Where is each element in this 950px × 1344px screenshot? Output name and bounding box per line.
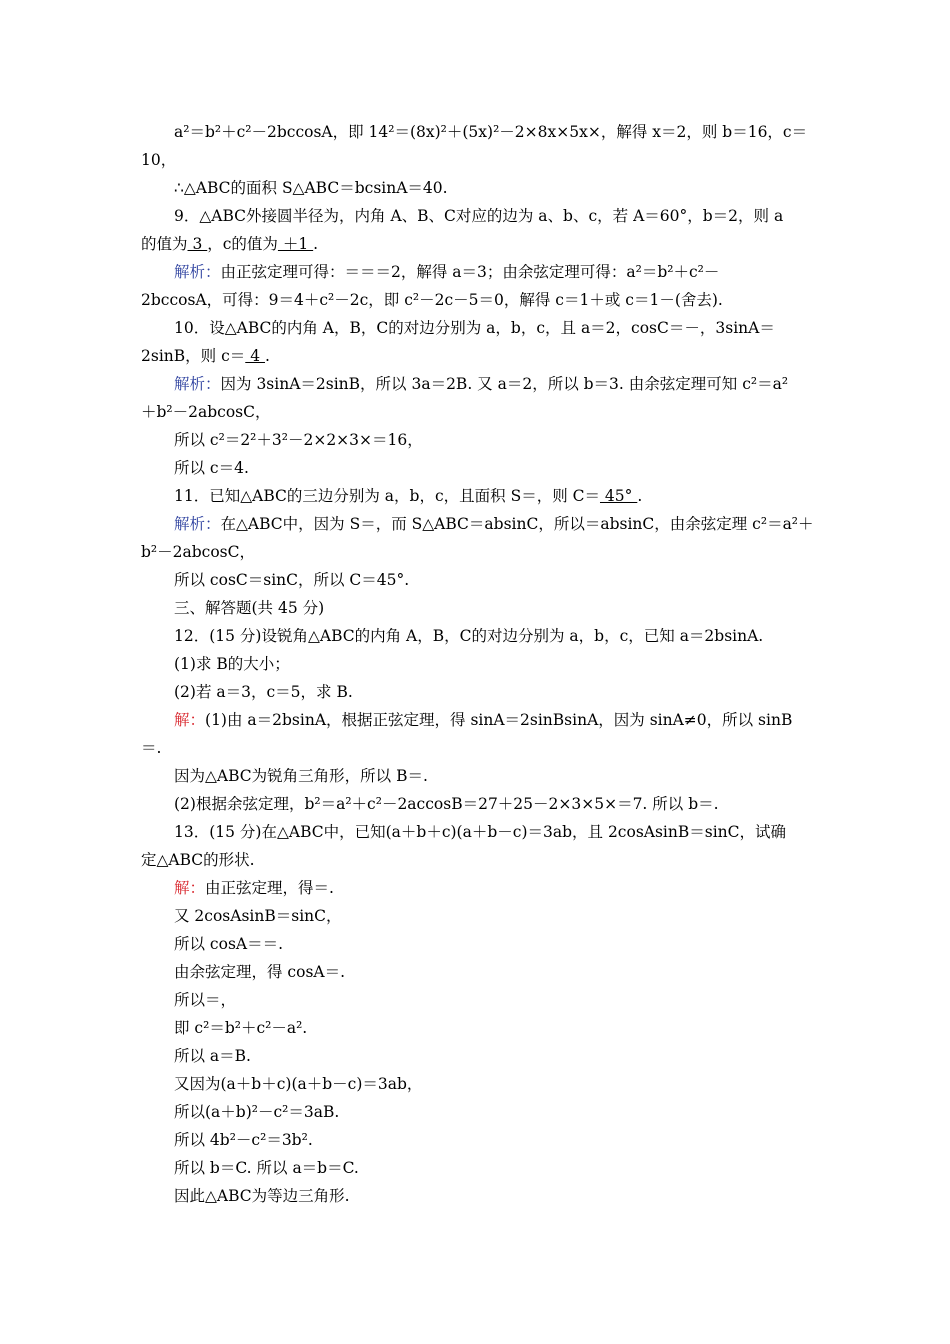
analysis-label: 解析： <box>174 375 221 393</box>
problem-9: 9．△ABC外接圆半径为，内角 A、B、C对应的边为 a、b、c，若 A＝60°，b＝2，则 a <box>174 207 784 225</box>
text-line: 因为△ABC为锐角三角形，所以 B＝. <box>174 767 428 785</box>
text-line: ＝. <box>141 739 162 757</box>
text-line: 所以 b＝C. 所以 a＝b＝C. <box>174 1159 359 1177</box>
text-line: 所以 4b²－c²＝3b². <box>174 1131 313 1149</box>
text-line: 的值为 3 ，c的值为 ＋1 . <box>141 235 319 253</box>
text-line: 10， <box>141 151 177 169</box>
analysis-label: 解析： <box>174 515 221 533</box>
text-line: 所以(a＋b)²－c²＝3aB. <box>174 1103 340 1121</box>
text-line: 所以 cosA＝＝. <box>174 935 284 953</box>
text-line: 因此△ABC为等边三角形. <box>174 1187 350 1205</box>
answer-blank: 4 <box>245 347 265 365</box>
problem-13: 13．(15 分)在△ABC中，已知(a＋b＋c)(a＋b－c)＝3ab，且 2cosAsinB＝sinC，试确 <box>174 823 787 841</box>
text-line: (2)若 a＝3，c＝5，求 B. <box>174 683 353 701</box>
text-line: 由余弦定理，得 cosA＝. <box>174 963 346 981</box>
solution-line: 解：由正弦定理，得＝. <box>174 879 334 897</box>
text-line: 定△ABC的形状. <box>141 851 255 869</box>
answer-blank: 3 <box>187 235 208 253</box>
text-line: a²＝b²＋c²－2bccosA，即 14²＝(8x)²＋(5x)²－2×8x×5x×，解得 x＝2，则 b＝16，c＝ <box>174 123 808 141</box>
solution-line: 解析：在△ABC中，因为 S＝，而 S△ABC＝absinC，所以＝absinC，由余弦定理 c²＝a²＋ <box>174 515 814 533</box>
text-line: ∴△ABC的面积 S△ABC＝bcsinA＝40. <box>174 179 448 197</box>
solution-line: 解析：因为 3sinA＝2sinB，所以 3a＝2B. 又 a＝2，所以 b＝3. 由余弦定理可知 c²＝a² <box>174 375 789 393</box>
text-line: 所以 c²＝2²＋3²－2×2×3×＝16， <box>174 431 423 449</box>
solution-line: 解：(1)由 a＝2bsinA，根据正弦定理，得 sinA＝2sinBsinA，因为 sinA≠0，所以 sinB <box>174 711 793 729</box>
solution-line: 解析：由正弦定理可得：＝＝＝2，解得 a＝3；由余弦定理可得：a²＝b²＋c²－ <box>174 263 720 281</box>
text-line: 又因为(a＋b＋c)(a＋b－c)＝3ab， <box>174 1075 423 1093</box>
problem-12: 12．(15 分)设锐角△ABC的内角 A，B，C的对边分别为 a，b，c，已知 a＝2bsinA. <box>174 627 764 645</box>
text-line: (1)求 B的大小； <box>174 655 290 673</box>
section-heading: 三、解答题(共 45 分) <box>174 599 325 617</box>
problem-10: 10．设△ABC的内角 A，B，C的对边分别为 a，b，c，且 a＝2，cosC＝－，3sinA＝ <box>174 319 775 337</box>
text-line: 2bccosA，可得：9＝4＋c²－2c，即 c²－2c－5＝0，解得 c＝1＋或 c＝1－(舍去). <box>141 291 723 309</box>
analysis-label: 解析： <box>174 263 221 281</box>
text-line: 即 c²＝b²＋c²－a². <box>174 1019 308 1037</box>
text-line: 2sinB，则 c＝ 4 . <box>141 347 270 365</box>
text-line: b²－2abcosC， <box>141 543 255 561</box>
problem-11: 11．已知△ABC的三边分别为 a，b，c，且面积 S＝，则 C＝ 45° . <box>174 487 643 505</box>
text-line: 所以＝， <box>174 991 237 1009</box>
answer-blank: 45° <box>599 487 638 505</box>
text-line: 又 2cosAsinB＝sinC， <box>174 907 342 925</box>
solution-label: 解： <box>174 879 206 897</box>
text-line: 所以 a＝B. <box>174 1047 251 1065</box>
text-line: (2)根据余弦定理，b²＝a²＋c²－2accosB＝27＋25－2×3×5×＝7. 所以 b＝. <box>174 795 719 813</box>
solution-label: 解： <box>174 711 206 729</box>
text-line: 所以 c＝4. <box>174 459 249 477</box>
text-line: 所以 cosC＝sinC，所以 C＝45°. <box>174 571 410 589</box>
text-line: ＋b²－2abcosC， <box>141 403 271 421</box>
answer-blank: ＋1 <box>277 235 314 253</box>
